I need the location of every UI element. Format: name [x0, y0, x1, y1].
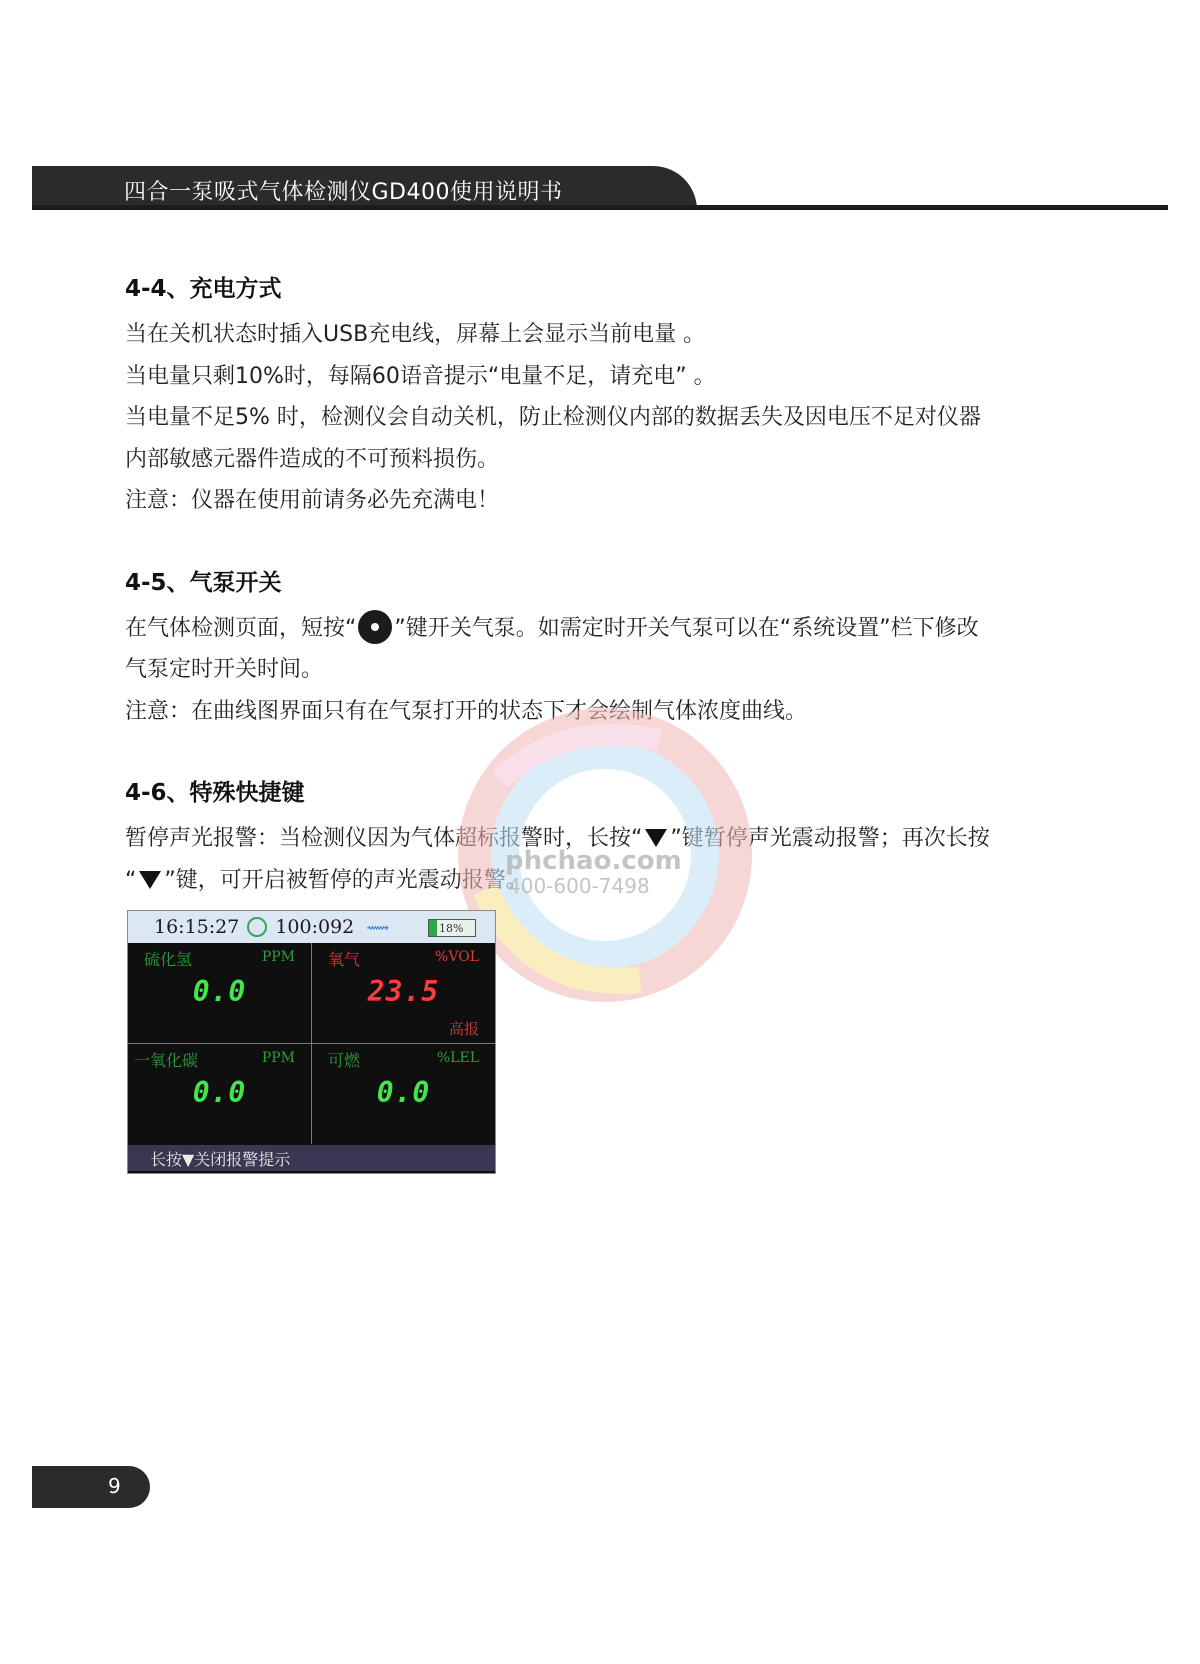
down-triangle-icon: [645, 829, 667, 847]
usb-icon: ⟿: [366, 917, 390, 937]
gas-value: 23.5: [367, 975, 440, 1008]
header-rule: [32, 205, 1168, 210]
gas-cell-o2: [312, 943, 495, 1044]
device-screen-figure: [127, 910, 496, 1174]
gas-name: 硫化氢: [144, 950, 193, 969]
text-segment: 暂停声光报警：当检测仪因为气体超标报警时，长按“: [125, 826, 643, 851]
text-segment: 在气体检测页面，短按“: [125, 615, 357, 641]
document-body: [125, 270, 1075, 943]
timer-icon: [247, 917, 267, 937]
text-segment: ”键暂停声光震动报警；再次长按: [670, 826, 990, 851]
pump-button-icon: [358, 610, 392, 644]
gas-name: 氧气: [328, 950, 361, 969]
gas-name: 可燃: [328, 1051, 361, 1070]
page-header-title: 四合一泵吸式气体检测仪GD400使用说明书: [124, 180, 563, 205]
gas-value: 0.0: [376, 1076, 431, 1109]
gas-value: 0.0: [192, 1076, 247, 1109]
text-segment: ”键开关气泵。如需定时开关气泵可以在“系统设置”栏下修改: [394, 615, 979, 641]
clock-time: 16:15:27: [154, 916, 240, 938]
paragraph-line: 当电量只剩10%时，每隔60语音提示“电量不足，请充电” 。: [125, 363, 716, 389]
watermark-phone: 400-600-7498: [508, 874, 650, 898]
battery-indicator: [428, 919, 476, 937]
watermark-text: phchao.com: [505, 846, 682, 876]
page-number: 9: [108, 1474, 121, 1498]
paragraph-line: 气泵定时开关时间。: [125, 657, 324, 682]
gas-name: 一氧化碳: [134, 1051, 199, 1070]
section-title: 4-6、特殊快捷键: [125, 780, 305, 806]
battery-level: 18%: [439, 921, 464, 935]
paragraph-line: 注意：在曲线图界面只有在气泵打开的状态下才会绘制气体浓度曲线。: [125, 698, 808, 724]
section-charging: [125, 270, 1075, 522]
page-number-tab: [32, 1466, 150, 1508]
screen-footer-hint: 长按▼关闭报警提示: [128, 1145, 495, 1171]
gas-reading-grid: [128, 943, 495, 1145]
down-triangle-icon: [139, 871, 161, 889]
paragraph-line: [125, 608, 1075, 650]
section-paragraph: [125, 314, 1075, 522]
section-title: 4-5、气泵开关: [125, 569, 282, 596]
status-bar: [128, 911, 495, 943]
gas-unit: PPM: [261, 1050, 295, 1066]
gas-value: 0.0: [192, 975, 247, 1008]
battery-fill: [429, 920, 437, 936]
gas-unit: %LEL: [436, 1050, 479, 1066]
paragraph-line: 当电量不足5% 时，检测仪会自动关机，防止检测仪内部的数据丢失及因电压不足对仪器: [125, 405, 981, 430]
paragraph-line: 注意：仪器在使用前请务必先充满电！: [125, 488, 500, 513]
section-paragraph: [125, 608, 1075, 733]
text-segment: “: [125, 867, 137, 893]
alarm-label: 高报: [448, 1020, 479, 1038]
text-segment: ”键，可开启被暂停的声光震动报警。: [164, 867, 528, 893]
gas-cell-co: [128, 1044, 312, 1144]
paragraph-line: 当在关机状态时插入USB充电线，屏幕上会显示当前电量 。: [125, 322, 706, 347]
gas-unit: PPM: [261, 949, 295, 965]
section-title: 4-4、充电方式: [125, 276, 282, 302]
counter-readout: 100:092: [275, 916, 355, 938]
gas-cell-h2s: [128, 943, 312, 1044]
section-pump-switch: [125, 564, 1075, 733]
gas-unit: %VOL: [435, 949, 479, 965]
paragraph-line: 内部敏感元器件造成的不可预料损伤。: [125, 446, 500, 472]
gas-cell-lel: [312, 1044, 495, 1144]
